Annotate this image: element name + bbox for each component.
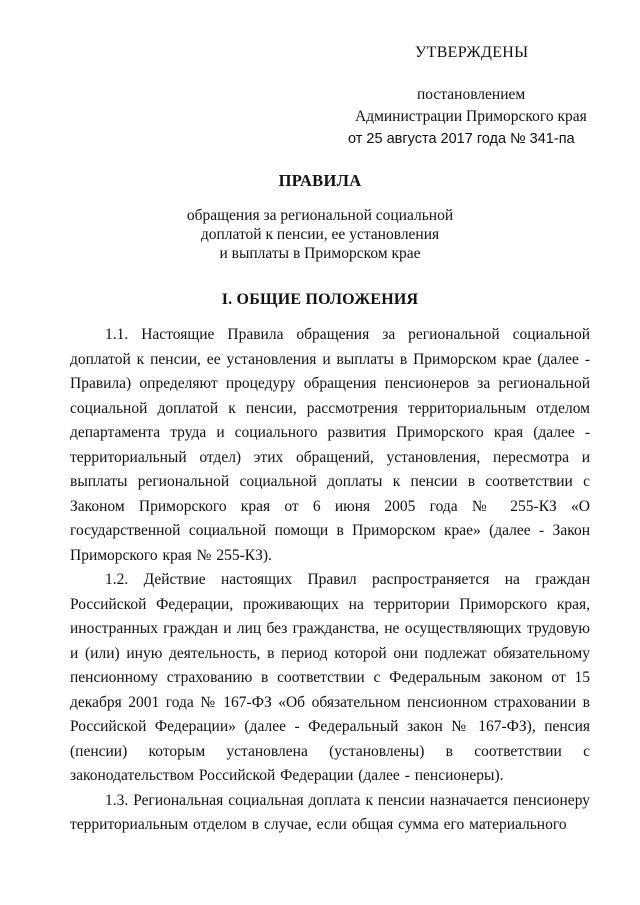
resolution-date-number: от 25 августа 2017 года № 341-па <box>348 131 575 147</box>
subtitle-line: доплатой к пенсии, ее установления <box>200 226 440 243</box>
paragraph-1-2: 1.2. Действие настоящих Правил распространяется на граждан Российской Федерации, проживающих на территории Приморского края, иностранных граждан и лиц без гражданства, не осуществляющих трудовую и (или) иную деятельность, в период которой они подлежат обязательному пенсионному страхованию в соответствии с Федеральным законом от 15 декабря 2001 года № 167-ФЗ «Об обязательном пенсионном страховании в Российской Федерации» (далее - Федеральный закон № 167-ФЗ), пенсия (пенсии) которым установлена (установлены) в соответствии с законодательством Российской Федерации (далее - пенсионеры). <box>70 571 590 784</box>
administration-label: Администрации Приморского края <box>355 108 587 125</box>
paragraph-1-3: 1.3. Региональная социальная доплата к пенсии назначается пенсионеру территориальным отделом в случае, если общая сумма его материального <box>70 791 590 833</box>
body-text <box>70 323 590 838</box>
approved-label: УТВЕРЖДЕНЫ <box>415 44 529 61</box>
subtitle-line: и выплаты в Приморском крае <box>219 245 421 262</box>
resolution-label: постановлением <box>417 86 526 103</box>
section-heading: I. ОБЩИЕ ПОЛОЖЕНИЯ <box>221 291 419 308</box>
subtitle-line: обращения за региональной социальной <box>186 207 454 224</box>
document-subtitle <box>150 206 490 263</box>
paragraph-1-1: 1.1. Настоящие Правила обращения за региональной социальной доплатой к пенсии, ее установления и выплаты в Приморском крае (далее - Правила) определяют процедуру обращения пенсионеров за региональной социальной доплатой к пенсии, рассмотрения территориальным отделом департамента труда и социального развития Приморского края (далее - территориальный отдел) этих обращений, установления, пересмотра и выплаты региональной социальной доплаты к пенсии в соответствии с Законом Приморского края от 6 июня 2005 года № 255-КЗ «О государственной социальной помощи в Приморском крае» (далее - Закон Приморского края № 255-КЗ). <box>70 326 590 564</box>
document-title: ПРАВИЛА <box>278 171 362 190</box>
